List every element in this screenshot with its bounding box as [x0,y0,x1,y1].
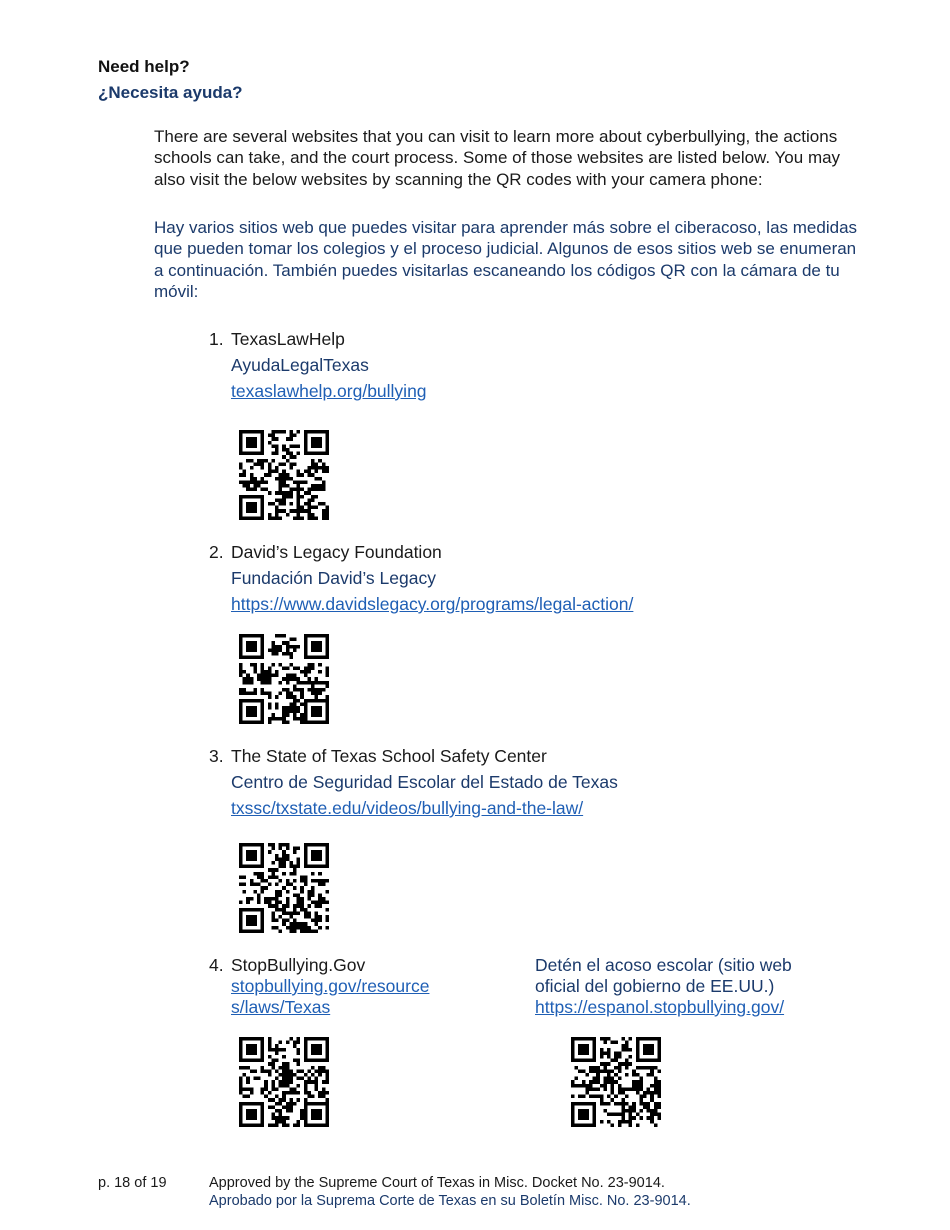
qr-code-icon [239,843,329,933]
item-number: 4. [209,955,224,975]
resource-item-2 [209,542,634,615]
item-number: 2. [209,542,224,562]
resource-item-4-spanish [535,955,792,1018]
page-number: p. 18 of 19 [98,1175,167,1191]
resource-link[interactable]: txssc/txstate.edu/videos/bullying-and-the-law/ [231,798,584,818]
resource-name-spanish-line-2: oficial del gobierno de EE.UU.) [535,976,775,996]
footer-approval-english: Approved by the Supreme Court of Texas in Misc. Docket No. 23-9014. [209,1175,665,1191]
item-number: 1. [209,329,224,349]
resource-link-line-2[interactable]: s/laws/Texas [231,997,331,1017]
resource-name-english: David’s Legacy Foundation [231,542,442,562]
resource-name-spanish-line-1: Detén el acoso escolar (sitio web [535,955,792,975]
resource-name-english: The State of Texas School Safety Center [231,746,547,766]
footer-approval-spanish: Aprobado por la Suprema Corte de Texas en su Boletín Misc. No. 23-9014. [209,1193,691,1209]
resource-name-spanish: Centro de Seguridad Escolar del Estado de Texas [231,772,618,792]
heading-spanish: ¿Necesita ayuda? [98,83,243,102]
resource-link-line-1[interactable]: stopbullying.gov/resource [231,976,430,996]
resource-name-english: TexasLawHelp [231,329,345,349]
resource-link-spanish[interactable]: https://espanol.stopbullying.gov/ [535,997,785,1017]
qr-code-icon [239,634,329,724]
intro-english: There are several websites that you can visit to learn more about cyberbullying, the actions schools can take, and the court process. Some of those websites are listed below. You may also visit the below websites by scanning the QR codes with your camera phone: [154,127,841,189]
qr-code-icon [239,1037,329,1127]
qr-code-icon [239,430,329,520]
resource-name-spanish: Fundación David’s Legacy [231,568,436,588]
resource-name-spanish: AyudaLegalTexas [231,355,369,375]
resource-link[interactable]: texaslawhelp.org/bullying [231,381,427,401]
intro-spanish: Hay varios sitios web que puedes visitar para aprender más sobre el ciberacoso, las medidas que pueden tomar los colegios y el proceso judicial. Algunos de esos sitios web se enumeran a continuación. También puedes visitarlas escaneando los códigos QR con la cámara de tu móvil: [154,218,858,302]
item-number: 3. [209,746,224,766]
resource-item-4 [209,955,430,1018]
resource-link[interactable]: https://www.davidslegacy.org/programs/legal-action/ [231,594,634,614]
qr-code-icon [571,1037,661,1127]
heading-english: Need help? [98,57,190,76]
resource-item-3 [209,746,618,819]
resource-name-english: StopBullying.Gov [231,955,366,975]
resource-item-1 [209,329,427,402]
